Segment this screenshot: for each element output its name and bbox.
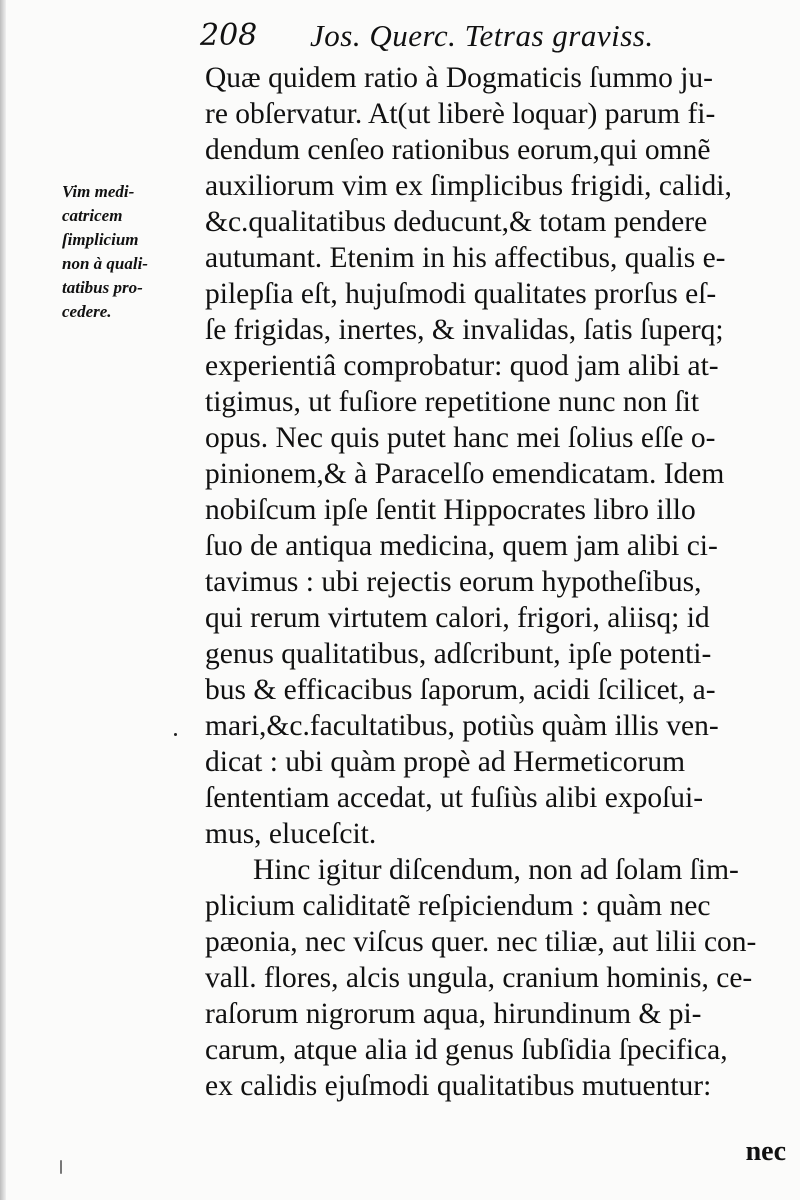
- page-gutter-shadow: [0, 0, 6, 1200]
- catchword: nec: [745, 1136, 786, 1167]
- text-line: auxiliorum vim ex ſimplicibus frigidi, calidi,: [205, 170, 732, 202]
- marginal-note-line: ſimplicium: [62, 230, 139, 249]
- text-line: raſorum nigrorum aqua, hirundinum & pi-: [205, 998, 702, 1030]
- text-line: qui rerum virtutem calori, frigori, aliisq; id: [205, 602, 710, 634]
- text-line: &c.qualitatibus deducunt,& totam pendere: [205, 206, 708, 238]
- marginal-note-line: tatibus pro-: [62, 278, 143, 297]
- text-line: pæonia, nec viſcus quer. nec tiliæ, aut lilii con-: [205, 926, 757, 958]
- text-line: autumant. Etenim in his affectibus, qualis e-: [205, 242, 726, 274]
- text-line: ex calidis ejuſmodi qualitatibus mutuentur:: [205, 1070, 712, 1102]
- paragraph-first-line: Hinc igitur diſcendum, non ad ſolam ſim-: [253, 854, 739, 886]
- page-header: [200, 16, 720, 56]
- text-line: tigimus, ut fuſiore repetitione nunc non ſit: [205, 386, 700, 418]
- marginal-note-line: non à quali-: [62, 254, 148, 273]
- text-line: mus, eluceſcit.: [205, 818, 377, 850]
- text-line: tavimus : ubi rejectis eorum hypotheſibus,: [205, 566, 702, 598]
- text-line: vall. flores, alcis ungula, cranium hominis, ce-: [205, 962, 753, 994]
- ink-speck: [60, 1160, 62, 1174]
- text-line: nobiſcum ipſe ſentit Hippocrates libro illo: [205, 494, 696, 526]
- body-text: [205, 60, 795, 1104]
- text-line: genus qualitatibus, adſcribunt, ipſe potenti-: [205, 638, 712, 670]
- text-line: experientiâ comprobatur: quod jam alibi at-: [205, 350, 719, 382]
- text-line: ſe frigidas, inertes, & invalidas, ſatis ſuperq;: [205, 314, 724, 346]
- text-line: bus & efficacibus ſaporum, acidi ſcilicet, a-: [205, 674, 716, 706]
- marginal-note-line: catricem: [62, 206, 123, 225]
- text-line: dicat : ubi quàm propè ad Hermeticorum: [205, 746, 686, 778]
- text-line: dendum cenſeo rationibus eorum,qui omnẽ: [205, 134, 711, 166]
- page-number: 208: [200, 18, 258, 53]
- text-line: plicium caliditatẽ reſpiciendum : quàm nec: [205, 890, 711, 922]
- text-line: Quæ quidem ratio à Dogmaticis ſummo ju-: [205, 62, 713, 94]
- running-title: Jos. Querc. Tetras graviss.: [310, 18, 654, 53]
- text-line: pilepſia eſt, hujuſmodi qualitates prorſus eſ-: [205, 278, 717, 310]
- text-line: re obſervatur. At(ut liberè loquar) parum fi-: [205, 98, 716, 130]
- text-line: opus. Nec quis putet hanc mei ſolius eſſe o-: [205, 422, 716, 454]
- marginal-note-line: Vim medi-: [62, 182, 135, 201]
- text-line: carum, atque alia id genus ſubſidia ſpecifica,: [205, 1034, 728, 1066]
- marginal-note: [62, 180, 202, 324]
- text-line: ſuo de antiqua medicina, quem jam alibi ci-: [205, 530, 718, 562]
- text-line: ſententiam accedat, ut fuſiùs alibi expoſui-: [205, 782, 704, 814]
- ink-speck: [174, 733, 177, 736]
- text-line: mari,&c.facultatibus, potiùs quàm illis ven-: [205, 710, 719, 742]
- text-line: pinionem,& à Paracelſo emendicatam. Idem: [205, 458, 725, 490]
- marginal-note-line: cedere.: [62, 302, 112, 321]
